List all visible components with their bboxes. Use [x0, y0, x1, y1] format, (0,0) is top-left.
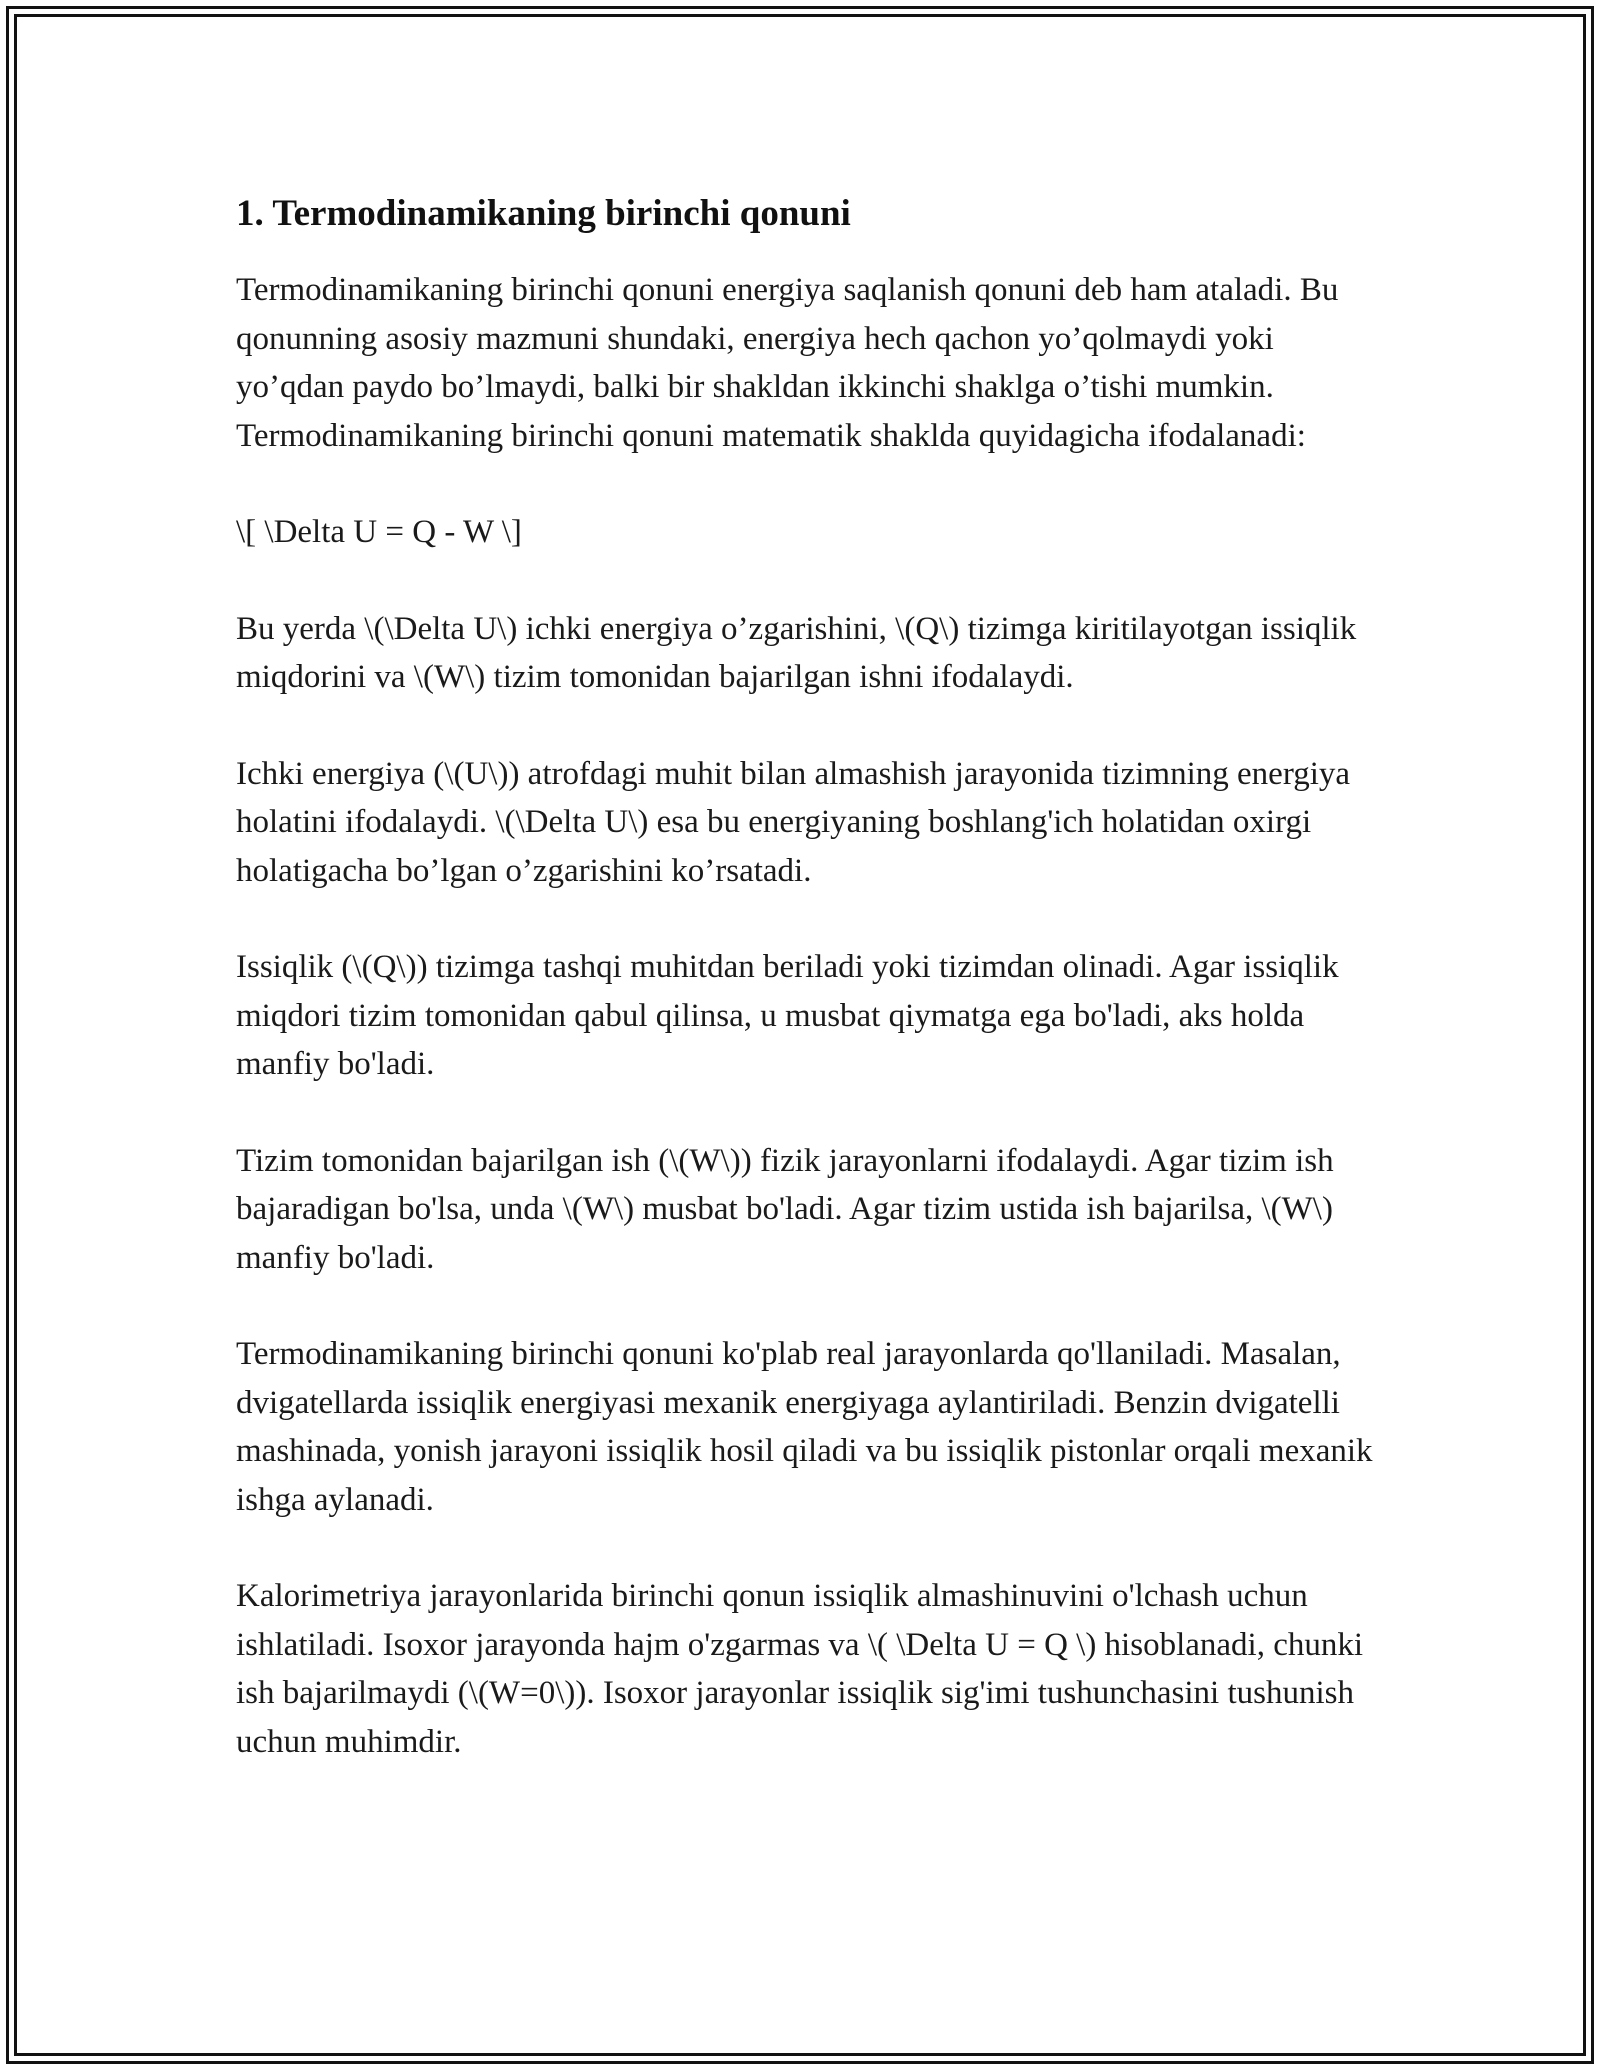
paragraph-variables: Bu yerda \(\Delta U\) ichki energiya o’zgarishini, \(Q\) tizimga kiritilayotgan issiqlik miqdorini va \(W\) tizim tomonidan bajarilgan ishni ifodalaydi.	[236, 610, 1357, 695]
paragraph-applications: Termodinamikaning birinchi qonuni ko'plab real jarayonlarda qo'llaniladi. Masalan, dvigatellarda issiqlik energiyasi mexanik energiyaga aylantiriladi. Benzin dvigatelli mashinada, yonish jarayoni issiqlik hosil qiladi va bu issiqlik pistonlar orqali mexanik ishga aylanadi.	[236, 1336, 1373, 1518]
paragraph-intro: Termodinamikaning birinchi qonuni energiya saqlanish qonuni deb ham ataladi. Bu qonunning asosiy mazmuni shundaki, energiya hech qachon yo’qolmaydi yoki yo’qdan paydo bo’lmaydi, balki bir shakldan ikkinchi shaklga o’tishi mumkin. Termodinamikaning birinchi qonuni matematik shaklda quyidagicha ifodalanadi:	[236, 272, 1339, 454]
formula-first-law: \[ \Delta U = Q - W \]	[236, 514, 522, 550]
section-heading: 1. Termodinamikaning birinchi qonuni	[236, 193, 851, 234]
document-body	[236, 190, 1376, 1814]
paragraph-internal-energy: Ichki energiya (\(U\)) atrofdagi muhit bilan almashish jarayonida tizimning energiya holatini ifodalaydi. \(\Delta U\) esa bu energiyaning boshlang'ich holatidan oxirgi holatigacha bo’lgan o’zgarishini ko’rsatadi.	[236, 755, 1351, 889]
paragraph-work: Tizim tomonidan bajarilgan ish (\(W\)) fizik jarayonlarni ifodalaydi. Agar tizim ish bajaradigan bo'lsa, unda \(W\) musbat bo'ladi. Agar tizim ustida ish bajarilsa, \(W\) manfiy bo'ladi.	[236, 1142, 1334, 1276]
paragraph-heat: Issiqlik (\(Q\)) tizimga tashqi muhitdan beriladi yoki tizimdan olinadi. Agar issiqlik miqdori tizim tomonidan qabul qilinsa, u musbat qiymatga ega bo'ladi, aks holda manfiy bo'ladi.	[236, 949, 1339, 1082]
paragraph-calorimetry: Kalorimetriya jarayonlarida birinchi qonun issiqlik almashinuvini o'lchash uchun ishlatiladi. Isoxor jarayonda hajm o'zgarmas va \( \Delta U = Q \) hisoblanadi, chunki ish bajarilmaydi (\(W=0\)). Isoxor jarayonlar issiqlik sig'imi tushunchasini tushunish uchun muhimdir.	[236, 1578, 1364, 1760]
